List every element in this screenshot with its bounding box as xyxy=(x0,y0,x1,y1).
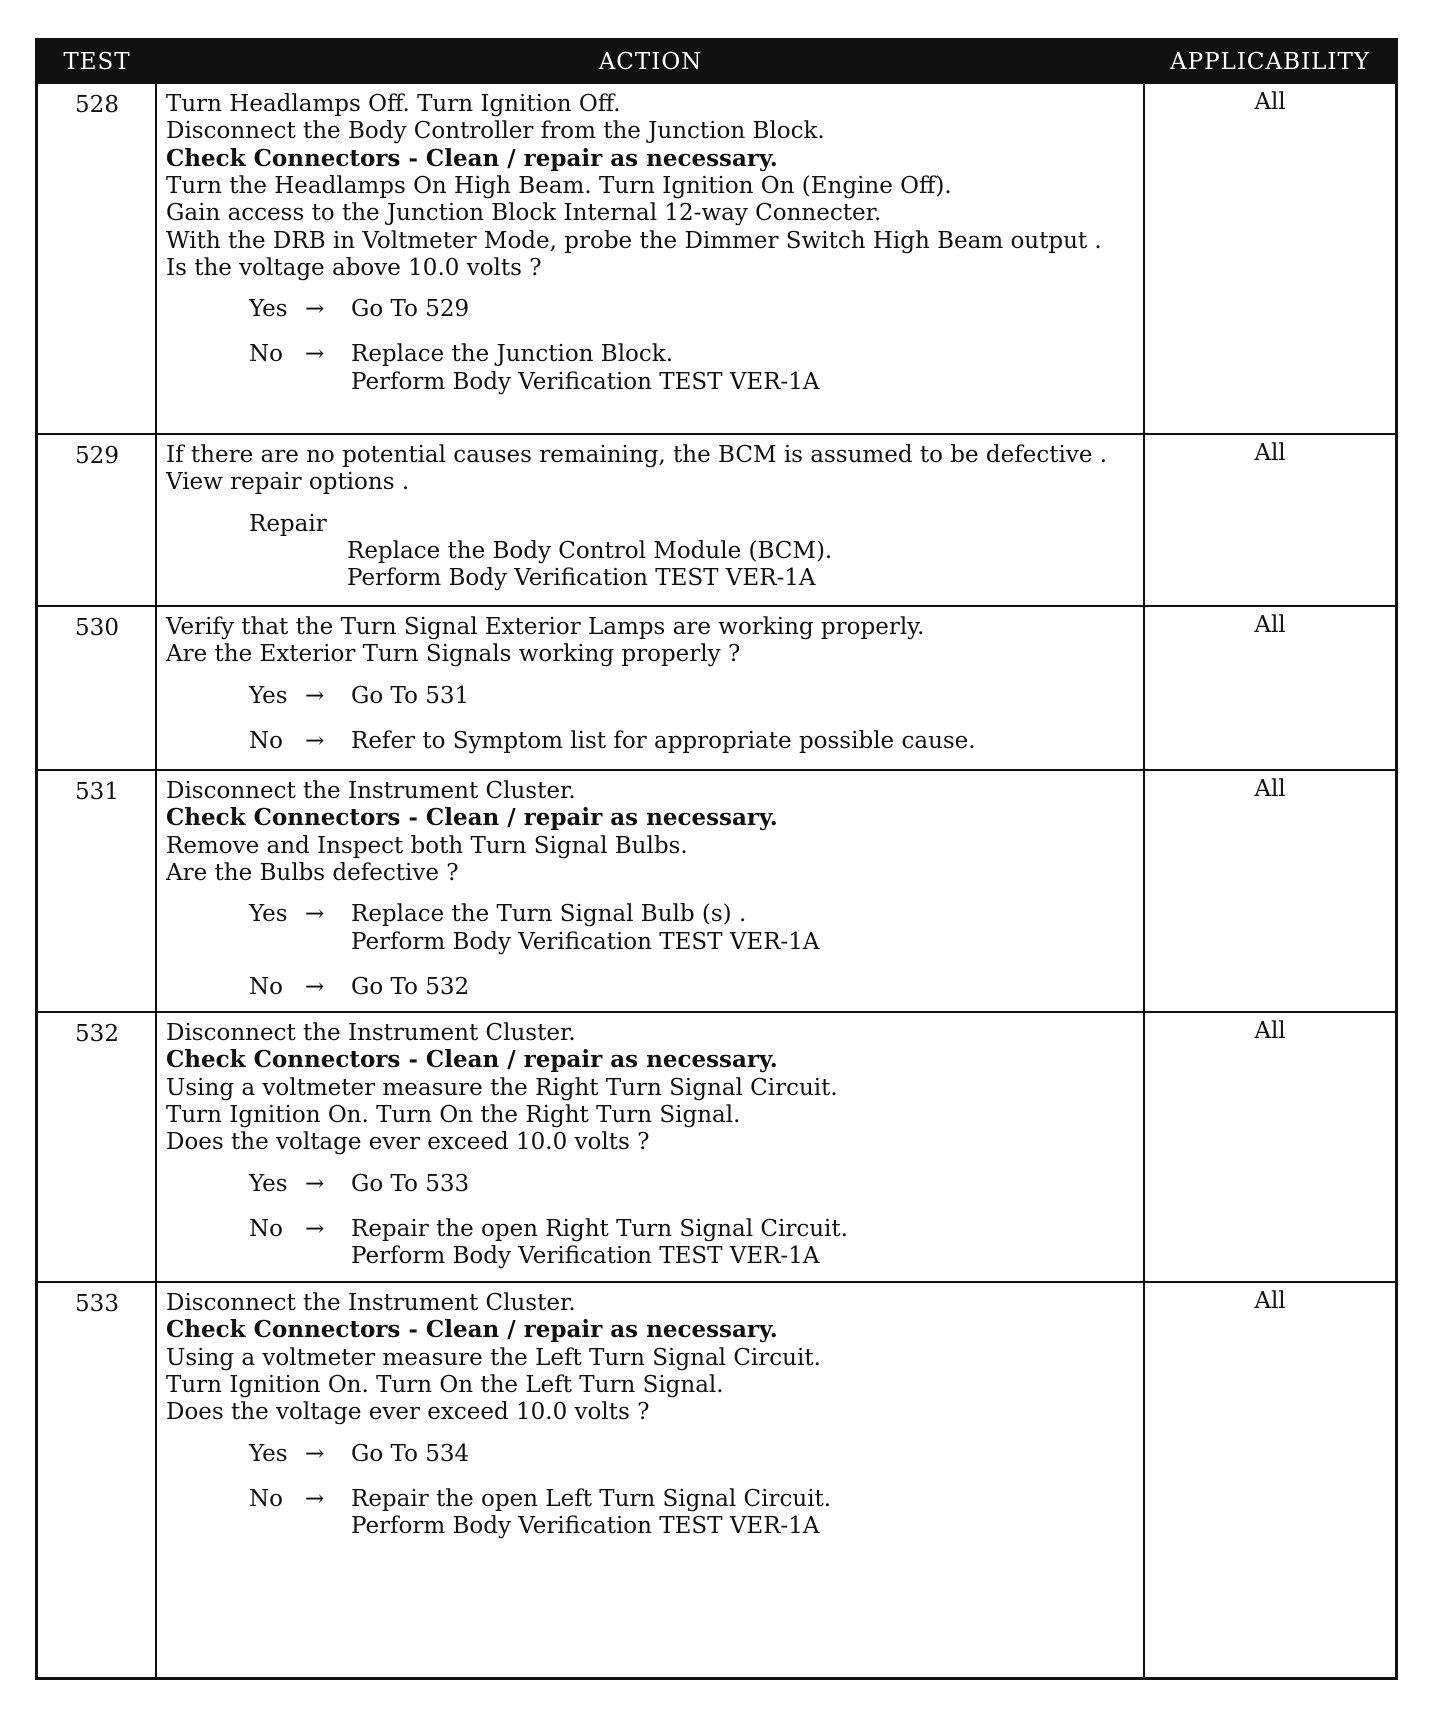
action-instruction: If there are no potential causes remaining, the BCM is assumed to be defective . xyxy=(166,442,1108,468)
arrow-icon: → xyxy=(305,973,325,1000)
option-label: No xyxy=(249,1485,283,1512)
action-instruction: Using a voltmeter measure the Left Turn Signal Circuit. xyxy=(166,1344,821,1371)
action-instruction: Disconnect the Instrument Cluster. xyxy=(166,1020,576,1046)
action-instruction: Turn Headlamps Off. Turn Ignition Off. xyxy=(166,91,621,117)
option-label: Yes xyxy=(249,1440,288,1467)
arrow-icon: → xyxy=(305,296,325,323)
option-label: No xyxy=(249,1215,283,1242)
option-result: Go To 529 xyxy=(351,296,470,323)
table-header xyxy=(38,41,1395,84)
option-label: Yes xyxy=(249,1170,288,1197)
action-instruction-bold: Check Connectors - Clean / repair as necessary. xyxy=(166,1316,778,1344)
action-instruction-bold: Check Connectors - Clean / repair as necessary. xyxy=(166,804,778,832)
test-number: 531 xyxy=(75,779,119,805)
test-number: 532 xyxy=(75,1021,119,1047)
action-instruction: Turn the Headlamps On High Beam. Turn Ignition On (Engine Off). xyxy=(166,172,952,199)
arrow-icon: → xyxy=(305,1170,325,1197)
action-instruction: View repair options . xyxy=(166,469,410,496)
action-instruction: Are the Exterior Turn Signals working properly ? xyxy=(166,641,741,668)
repair-label: Repair xyxy=(249,510,327,537)
option-label: No xyxy=(249,727,283,754)
option-result: Go To 534 xyxy=(351,1440,470,1467)
arrow-icon: → xyxy=(305,1440,325,1467)
row-divider xyxy=(38,1011,1395,1013)
action-instruction: Disconnect the Instrument Cluster. xyxy=(166,778,576,804)
option-result: Repair the open Left Turn Signal Circuit. xyxy=(351,1485,832,1512)
header-applicability: APPLICABILITY xyxy=(1170,49,1370,75)
column-divider xyxy=(1143,41,1145,1677)
action-instruction: Does the voltage ever exceed 10.0 volts ? xyxy=(166,1129,650,1156)
header-action: ACTION xyxy=(598,49,703,75)
action-instruction-bold: Check Connectors - Clean / repair as necessary. xyxy=(166,1046,778,1074)
action-instruction: Are the Bulbs defective ? xyxy=(166,859,459,886)
option-result: Replace the Turn Signal Bulb (s) . xyxy=(351,901,747,928)
test-number: 528 xyxy=(75,92,119,118)
test-number: 533 xyxy=(75,1291,119,1317)
option-label: No xyxy=(249,973,283,1000)
action-instruction: Verify that the Turn Signal Exterior Lamps are working properly. xyxy=(166,614,925,640)
column-divider xyxy=(155,41,157,1677)
option-result: Perform Body Verification TEST VER-1A xyxy=(351,1513,820,1540)
option-result: Go To 532 xyxy=(351,973,470,1000)
applicability-value: All xyxy=(1254,1288,1286,1314)
option-label: Yes xyxy=(249,682,288,709)
row-divider xyxy=(38,769,1395,771)
arrow-icon: → xyxy=(305,341,325,368)
header-test: TEST xyxy=(63,49,131,75)
option-label: Yes xyxy=(249,901,288,928)
applicability-value: All xyxy=(1254,776,1286,802)
arrow-icon: → xyxy=(305,727,325,754)
test-number: 530 xyxy=(75,615,119,641)
arrow-icon: → xyxy=(305,1215,325,1242)
row-divider xyxy=(38,433,1395,435)
repair-step: Replace the Body Control Module (BCM). xyxy=(347,537,833,564)
option-label: No xyxy=(249,341,283,368)
action-instruction: Is the voltage above 10.0 volts ? xyxy=(166,254,542,281)
action-instruction: Gain access to the Junction Block Internal 12-way Connecter. xyxy=(166,200,882,227)
action-instruction: Remove and Inspect both Turn Signal Bulbs. xyxy=(166,832,688,859)
arrow-icon: → xyxy=(305,1485,325,1512)
applicability-value: All xyxy=(1254,1018,1286,1044)
diagnostic-table xyxy=(35,38,1398,1680)
option-result: Replace the Junction Block. xyxy=(351,341,674,368)
option-label: Yes xyxy=(249,296,288,323)
action-instruction: Does the voltage ever exceed 10.0 volts ? xyxy=(166,1399,650,1426)
action-instruction-bold: Check Connectors - Clean / repair as necessary. xyxy=(166,144,778,172)
option-result: Perform Body Verification TEST VER-1A xyxy=(351,368,820,395)
test-number: 529 xyxy=(75,443,119,469)
action-instruction: With the DRB in Voltmeter Mode, probe the Dimmer Switch High Beam output . xyxy=(166,227,1102,254)
option-result: Perform Body Verification TEST VER-1A xyxy=(351,1243,820,1270)
applicability-value: All xyxy=(1254,612,1286,638)
arrow-icon: → xyxy=(305,901,325,928)
action-instruction: Turn Ignition On. Turn On the Right Turn Signal. xyxy=(166,1101,741,1128)
option-result: Perform Body Verification TEST VER-1A xyxy=(351,928,820,955)
row-divider xyxy=(38,1281,1395,1283)
repair-step: Perform Body Verification TEST VER-1A xyxy=(347,565,816,592)
action-instruction: Using a voltmeter measure the Right Turn Signal Circuit. xyxy=(166,1074,838,1101)
applicability-value: All xyxy=(1254,440,1286,466)
row-divider xyxy=(38,605,1395,607)
option-result: Refer to Symptom list for appropriate possible cause. xyxy=(351,727,976,754)
option-result: Repair the open Right Turn Signal Circuit. xyxy=(351,1215,848,1242)
arrow-icon: → xyxy=(305,682,325,709)
applicability-value: All xyxy=(1254,89,1286,115)
option-result: Go To 531 xyxy=(351,682,470,709)
option-result: Go To 533 xyxy=(351,1170,470,1197)
action-instruction: Disconnect the Body Controller from the Junction Block. xyxy=(166,118,825,145)
action-instruction: Disconnect the Instrument Cluster. xyxy=(166,1290,576,1316)
action-instruction: Turn Ignition On. Turn On the Left Turn Signal. xyxy=(166,1371,724,1398)
